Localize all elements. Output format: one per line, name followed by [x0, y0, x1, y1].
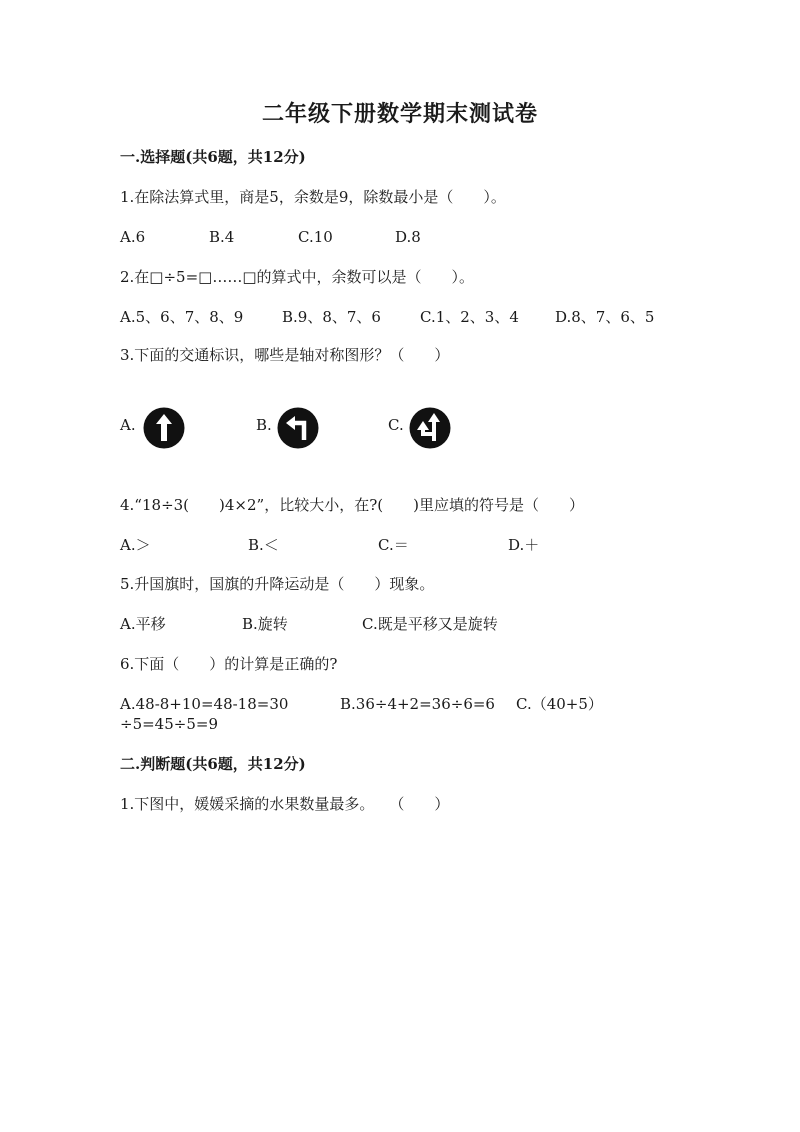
q3-option-a-label: A. [120, 416, 136, 434]
q1-option-a: A.6 [120, 228, 146, 246]
q5-option-a: A.平移 [120, 615, 166, 633]
q6-option-a: A.48-8+10=48-18=30 [120, 695, 289, 713]
q4-option-a: A.＞ [120, 536, 151, 554]
question-5-text: 5.升国旗时，国旗的升降运动是（ ）现象。 [120, 575, 435, 593]
q3-option-c-label: C. [388, 416, 404, 434]
q5-option-b: B.旋转 [242, 615, 288, 633]
q2-option-b: B.9、8、7、6 [282, 308, 381, 326]
judgment-question-1-text: 1.下图中，媛媛采摘的水果数量最多。 （ ） [120, 795, 450, 813]
question-6-text: 6.下面（ ）的计算是正确的? [120, 655, 338, 673]
q6-option-b: B.36÷4+2=36÷6=6 [340, 695, 495, 713]
q4-option-c: C.＝ [378, 536, 409, 554]
q1-option-b: B.4 [209, 228, 235, 246]
q4-option-d: D.＋ [508, 536, 540, 554]
question-4-text: 4.“18÷3( )4×2”，比较大小，在?( )里应填的符号是（ ） [120, 496, 584, 514]
section-header-judgment: 二.判断题(共6题，共12分) [120, 755, 306, 773]
q2-option-a: A.5、6、7、8、9 [120, 308, 244, 326]
turn-left-sign-icon [277, 407, 319, 449]
straight-or-left-sign-icon [409, 407, 451, 449]
q5-option-c: C.既是平移又是旋转 [362, 615, 498, 633]
q6-option-c-continued: ÷5=45÷5=9 [120, 715, 218, 733]
q3-option-b-label: B. [256, 416, 272, 434]
question-1-text: 1.在除法算式里，商是5，余数是9，除数最小是（ ）。 [120, 188, 506, 206]
q1-option-c: C.10 [298, 228, 333, 246]
page-title: 二年级下册数学期末测试卷 [261, 101, 538, 127]
q6-option-c: C.（40+5） [516, 695, 603, 713]
section-header-choice: 一.选择题(共6题，共12分) [120, 148, 306, 166]
q4-option-b: B.＜ [248, 536, 279, 554]
question-2-text: 2.在□÷5=□……□的算式中，余数可以是（ ）。 [120, 268, 475, 286]
question-3-text: 3.下面的交通标识，哪些是轴对称图形？（ ） [120, 346, 450, 364]
q2-option-d: D.8、7、6、5 [555, 308, 655, 326]
q2-option-c: C.1、2、3、4 [420, 308, 519, 326]
q1-option-d: D.8 [395, 228, 421, 246]
arrow-up-sign-icon [143, 407, 185, 449]
